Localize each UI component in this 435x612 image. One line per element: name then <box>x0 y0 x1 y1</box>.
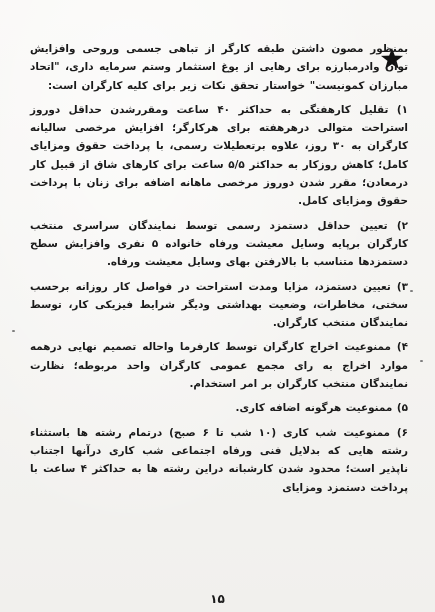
paper-speck <box>420 360 423 362</box>
item-1-paragraph: ۱) تقلیل کارهفتگی به حداکثر ۴۰ ساعت ومقررشدن حداقل دوروز استراحت متوالی درهرهفته برای هرکارگر؛ افزایش مرخصی سالیانه کارگران به ۳۰ روز، علاوه برتعطیلات رسمی، با پرداخت حقوق ومزایای کامل؛ کاهش روزکار به حداکثر ۵/۵ ساعت برای کارهای شاق از قبیل کار درمعادن؛ مقرر شدن دوروز مرخصی ماهانه اضافه برای زنان با پرداخت حقوق ومزایای کامل. <box>30 103 409 208</box>
item-6-paragraph: ۶) ممنوعیت شب کاری (۱۰ شب تا ۶ صبح) درتمام رشته ها باستثناء رشته هایی که بدلایل فنی ورفاه اجتماعی شب کاری درآنها اجتناب ناپذیر است؛ محدود شدن کارشبانه دراین رشته ها به حداکثر ۴ ساعت با پرداخت دستمزد ومزایای <box>30 426 408 494</box>
item-4-paragraph: ۴) ممنوعیت اخراج کارگران توسط کارفرما واحاله تصمیم نهایی درهمه موارد اخراج به رای مجمع عمومی کارگران واحد مربوطه؛ نظارت نمایندگان منتخب کارگران بر امر استخدام. <box>30 341 408 391</box>
document-body <box>30 40 408 503</box>
item-5-paragraph: ۵) ممنوعیت هرگونه اضافه کاری. <box>235 402 408 415</box>
intro-paragraph: بمنظور مصون داشتن طبقه کارگر از تباهی جسمی وروحی وافزایش توان وادرمبارزه برای رهایی از یوغ استثمار وستم سرمایه داری، "اتحاد مبارزان کمونیست" خواستار تحقق نکات زیر برای کلیه کارگران است: <box>30 43 408 92</box>
item-2-paragraph: ۲) تعیین حداقل دستمزد رسمی توسط نمایندگان سراسری منتخب کارگران برپایه وسایل معیشت ورفاه خانواده ۵ نفری وافزایش سطح دستمزدها متناسب با بالارفتن بهای وسایل معیشت ورفاه. <box>30 219 408 269</box>
page-number: ۱۵ <box>210 592 225 606</box>
paper-speck <box>410 290 413 292</box>
paper-speck <box>12 330 15 332</box>
item-3-paragraph: ۳) تعیین دستمزد، مزایا ومدت استراحت در فواصل کار روزانه برحسب سختی، مخاطرات، وضعیت بهداشتی ودیگر شرایط فیزیکی کار، توسط نمایندگان منتخب کارگران. <box>30 280 408 330</box>
